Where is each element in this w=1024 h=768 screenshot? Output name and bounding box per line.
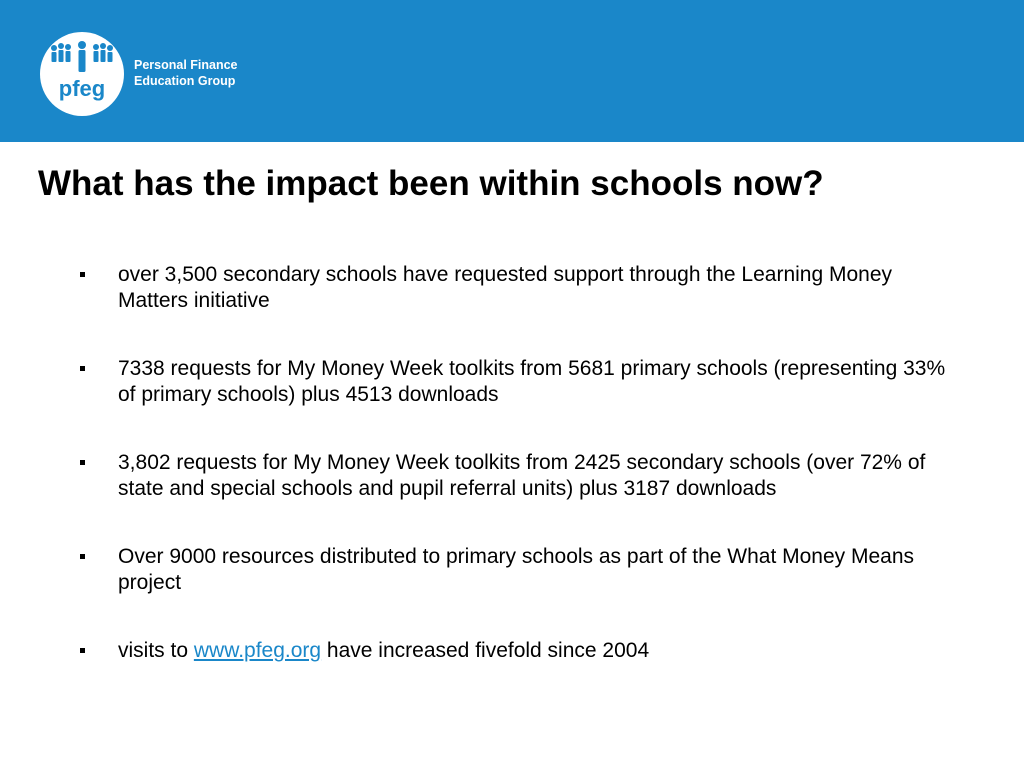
bullet-text-prefix: visits to: [118, 639, 194, 662]
bullet-text-suffix: have increased fivefold since 2004: [321, 639, 650, 662]
bullet-item: [80, 450, 960, 502]
logo-text: pfeg: [58, 76, 106, 101]
org-name: [134, 57, 238, 89]
slide-title: What has the impact been within schools now?: [38, 164, 824, 203]
bullet-text: 3,802 requests for My Money Week toolkits from 2425 secondary schools (over 72% of state and special schools and pupil referral units) plus 3187 downloads: [118, 451, 926, 500]
bullet-text: Over 9000 resources distributed to primary schools as part of the What Money Means project: [118, 545, 915, 594]
bullet-text: over 3,500 secondary schools have requested support through the Learning Money Matters initiative: [118, 263, 893, 312]
square-bullet-icon: [80, 554, 85, 559]
pfeg-website-link[interactable]: www.pfeg.org: [193, 639, 322, 662]
square-bullet-icon: [80, 648, 85, 653]
square-bullet-icon: [80, 460, 85, 465]
org-name-line1: Personal Finance: [134, 58, 238, 72]
pfeg-logo: [40, 32, 124, 116]
square-bullet-icon: [80, 272, 85, 277]
bullet-item: [80, 544, 960, 596]
header-banner: [0, 0, 1024, 142]
bullet-item: [80, 356, 960, 408]
bullet-item: [80, 638, 960, 664]
square-bullet-icon: [80, 366, 85, 371]
org-name-line2: Education Group: [134, 74, 236, 88]
bullet-text: 7338 requests for My Money Week toolkits from 5681 primary schools (representing 33% of primary schools) plus 4513 downloads: [118, 357, 946, 406]
bullet-item: [80, 262, 960, 314]
people-group-icon: [48, 40, 116, 76]
bullet-list: [80, 262, 960, 664]
